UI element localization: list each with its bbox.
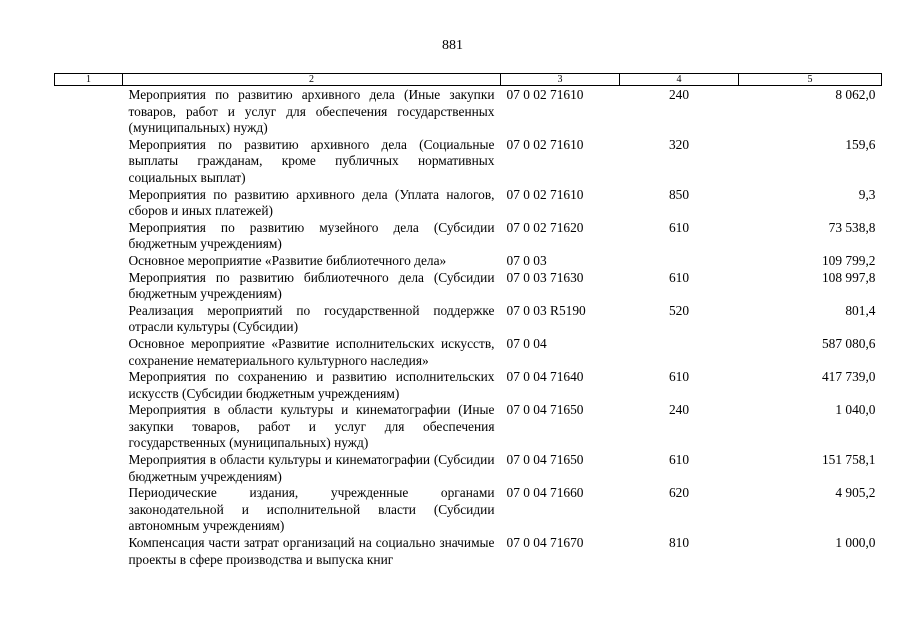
table-row [55,270,882,303]
table-row [55,86,882,137]
target-article-code-cell: 07 0 04 71660 [506,485,584,501]
expense-type-cell: 850 [668,186,690,202]
expense-type-cell: 610 [668,219,690,235]
amount-cell: 8 062,0 [835,87,876,102]
amount-cell: 159,6 [845,136,876,152]
row-index-cell [55,187,123,220]
expense-name-cell: Основное мероприятие «Развитие библиотечного дела» [128,252,447,268]
expense-name-cell: Мероприятия по развитию архивного дела (Иные закупки товаров, работ и услуг для обеспечения государственных (муниципальных) нужд) [128,87,495,136]
expense-type-cell: 240 [668,402,690,418]
row-index-cell [55,86,123,137]
amount-cell: 1 040,0 [835,402,876,418]
expense-type-cell: 520 [668,302,690,318]
table-row [55,452,882,485]
amount-cell: 801,4 [845,302,876,318]
table-row [55,535,882,568]
table-row [55,253,882,270]
target-article-code-cell: 07 0 04 [506,335,547,351]
table-row [55,303,882,336]
expense-type-cell: 810 [668,535,690,551]
column-header-1: 1 [55,74,123,86]
target-article-code-cell: 07 0 02 71610 [506,186,584,202]
row-index-cell [55,402,123,452]
row-index-cell [55,485,123,535]
target-article-code-cell: 07 0 02 71610 [506,136,584,152]
row-index-cell [55,253,123,270]
row-index-cell [55,220,123,253]
expense-type-cell [620,336,739,369]
target-article-code-cell: 07 0 04 71650 [506,452,584,468]
page-number: 881 [442,38,463,53]
expense-name-cell: Мероприятия по развитию архивного дела (Социальные выплаты гражданам, кроме публичных нормативных социальных выплат) [128,136,495,185]
expense-type-cell: 240 [668,87,690,102]
column-header-3: 3 [501,74,620,86]
expense-type-cell: 620 [668,485,690,501]
table-row [55,485,882,535]
row-index-cell [55,369,123,402]
row-index-cell [55,452,123,485]
expense-name-cell: Мероприятия по развитию библиотечного дела (Субсидии бюджетным учреждениям) [128,269,495,302]
expense-name-cell: Реализация мероприятий по государственной поддержке отрасли культуры (Субсидии) [128,302,495,335]
expense-type-cell: 320 [668,136,690,152]
column-number-row [55,74,882,86]
row-index-cell [55,137,123,187]
row-index-cell [55,270,123,303]
amount-cell: 108 997,8 [821,269,876,285]
expense-name-cell: Мероприятия по сохранению и развитию исполнительских искусств (Субсидии бюджетным учреждениям) [128,369,495,401]
amount-cell: 73 538,8 [828,219,876,235]
table-row [55,336,882,369]
row-index-cell [55,303,123,336]
target-article-code-cell: 07 0 02 71610 [506,87,584,102]
expense-name-cell: Компенсация части затрат организаций на социально значимые проекты в сфере производства и выпуска книг [128,535,495,567]
target-article-code-cell: 07 0 02 71620 [506,219,584,235]
amount-cell: 9,3 [858,186,876,202]
row-index-cell [55,336,123,369]
table-row [55,137,882,187]
amount-cell: 1 000,0 [835,535,876,551]
column-header-4: 4 [620,74,739,86]
expense-name-cell: Мероприятия по развитию архивного дела (Уплата налогов, сборов и иных платежей) [128,186,495,219]
expense-name-cell: Основное мероприятие «Развитие исполнительских искусств, сохранение нематериального культурного наследия» [128,335,495,368]
table-row [55,220,882,253]
expense-type-cell: 610 [668,269,690,285]
expense-name-cell: Мероприятия по развитию музейного дела (Субсидии бюджетным учреждениям) [128,219,495,252]
expense-name-cell: Мероприятия в области культуры и кинематографии (Иные закупки товаров, работ и услуг для обеспечения государственных (муниципальных) нужд) [128,402,495,451]
column-header-2: 2 [123,74,501,86]
target-article-code-cell: 07 0 03 71630 [506,269,584,285]
target-article-code-cell: 07 0 04 71640 [506,369,584,385]
amount-cell: 109 799,2 [821,252,876,268]
amount-cell: 151 758,1 [821,452,876,468]
amount-cell: 417 739,0 [821,369,876,385]
expense-name-cell: Мероприятия в области культуры и кинематографии (Субсидии бюджетным учреждениям) [128,452,495,484]
target-article-code-cell: 07 0 03 [506,252,547,268]
table-row [55,187,882,220]
table-row [55,402,882,452]
expense-type-cell [620,253,739,270]
amount-cell: 587 080,6 [821,335,876,351]
expense-name-cell: Периодические издания, учрежденные органами законодательной и исполнительной власти (Субсидии автономным учреждениям) [128,485,495,534]
row-index-cell [55,535,123,568]
target-article-code-cell: 07 0 04 71650 [506,402,584,418]
table-body [55,86,882,569]
column-header-5: 5 [739,74,882,86]
target-article-code-cell: 07 0 04 71670 [506,535,584,551]
expense-type-cell: 610 [668,369,690,385]
target-article-code-cell: 07 0 03 R5190 [506,302,586,318]
table-row [55,369,882,402]
expense-type-cell: 610 [668,452,690,468]
amount-cell: 4 905,2 [835,485,876,501]
budget-table [54,73,882,568]
